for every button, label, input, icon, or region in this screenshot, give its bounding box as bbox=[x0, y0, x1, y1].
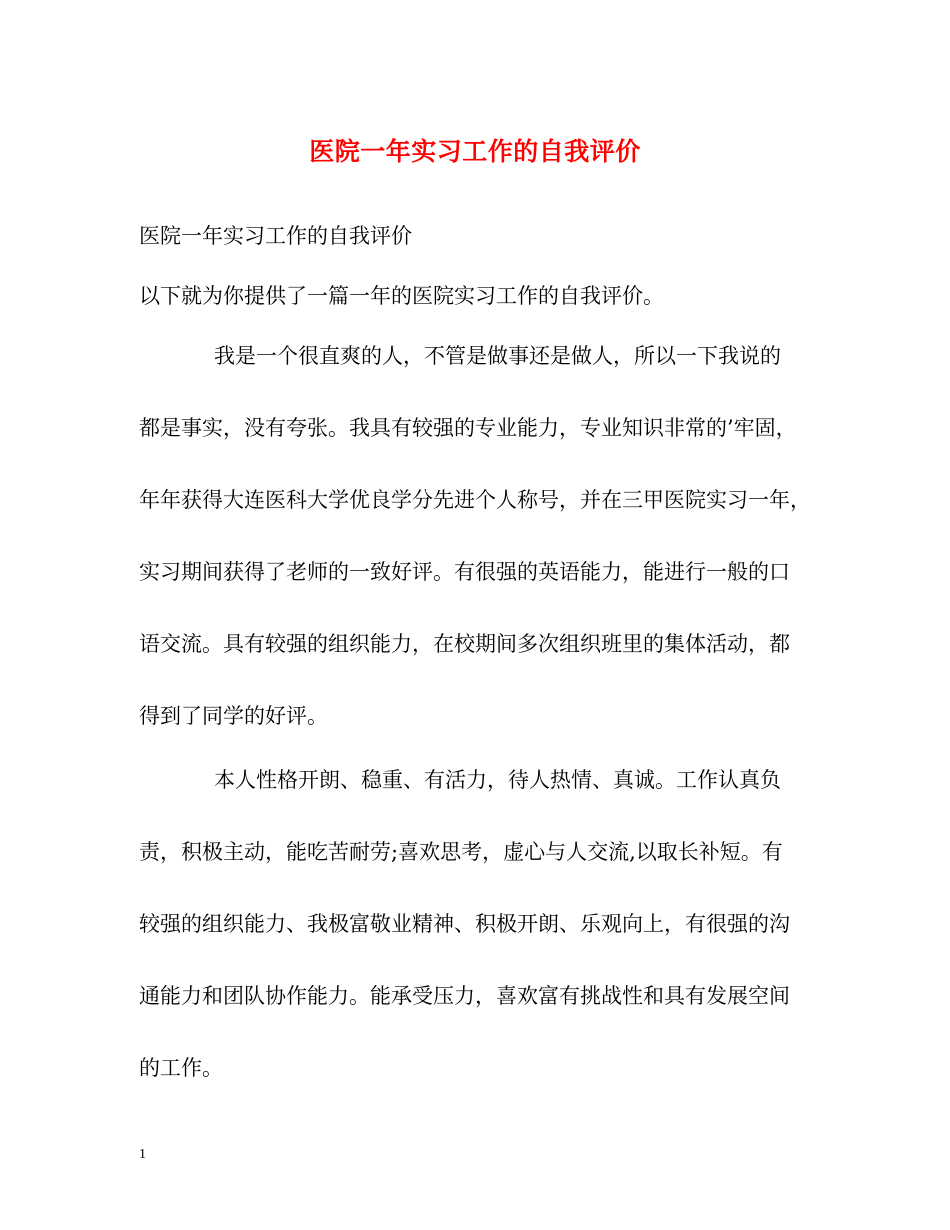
paragraph1-line: 实习期间获得了老师的一致好评。有很强的英语能力，能进行一般的口 bbox=[139, 560, 790, 584]
paragraph1-line: 得到了同学的好评。 bbox=[139, 704, 328, 728]
document-subtitle: 医院一年实习工作的自我评价 bbox=[139, 224, 412, 248]
paragraph1-line: 我是一个很直爽的人，不管是做事还是做人，所以一下我说的 bbox=[214, 344, 781, 368]
intro-line: 以下就为你提供了一篇一年的医院实习工作的自我评价。 bbox=[139, 284, 664, 308]
paragraph1-line: 年年获得大连医科大学优良学分先进个人称号，并在三甲医院实习一年， bbox=[139, 488, 811, 512]
paragraph2-line: 本人性格开朗、稳重、有活力，待人热情、真诚。工作认真负 bbox=[214, 768, 781, 792]
paragraph2-line: 通能力和团队协作能力。能承受压力，喜欢富有挑战性和具有发展空间 bbox=[139, 984, 790, 1008]
page-number: 1 bbox=[139, 1147, 146, 1162]
paragraph1-line: 语交流。具有较强的组织能力，在校期间多次组织班里的集体活动，都 bbox=[139, 632, 790, 656]
paragraph2-line: 的工作。 bbox=[139, 1056, 223, 1080]
document-title: 医院一年实习工作的自我评价 bbox=[309, 137, 641, 166]
paragraph2-line: 较强的组织能力、我极富敬业精神、积极开朗、乐观向上，有很强的沟 bbox=[139, 912, 790, 936]
paragraph1-line: 都是事实，没有夸张。我具有较强的专业能力，专业知识非常的’牢固， bbox=[139, 416, 797, 440]
paragraph2-line: 责，积极主动，能吃苦耐劳;喜欢思考，虚心与人交流,以取长补短。有 bbox=[139, 840, 783, 864]
